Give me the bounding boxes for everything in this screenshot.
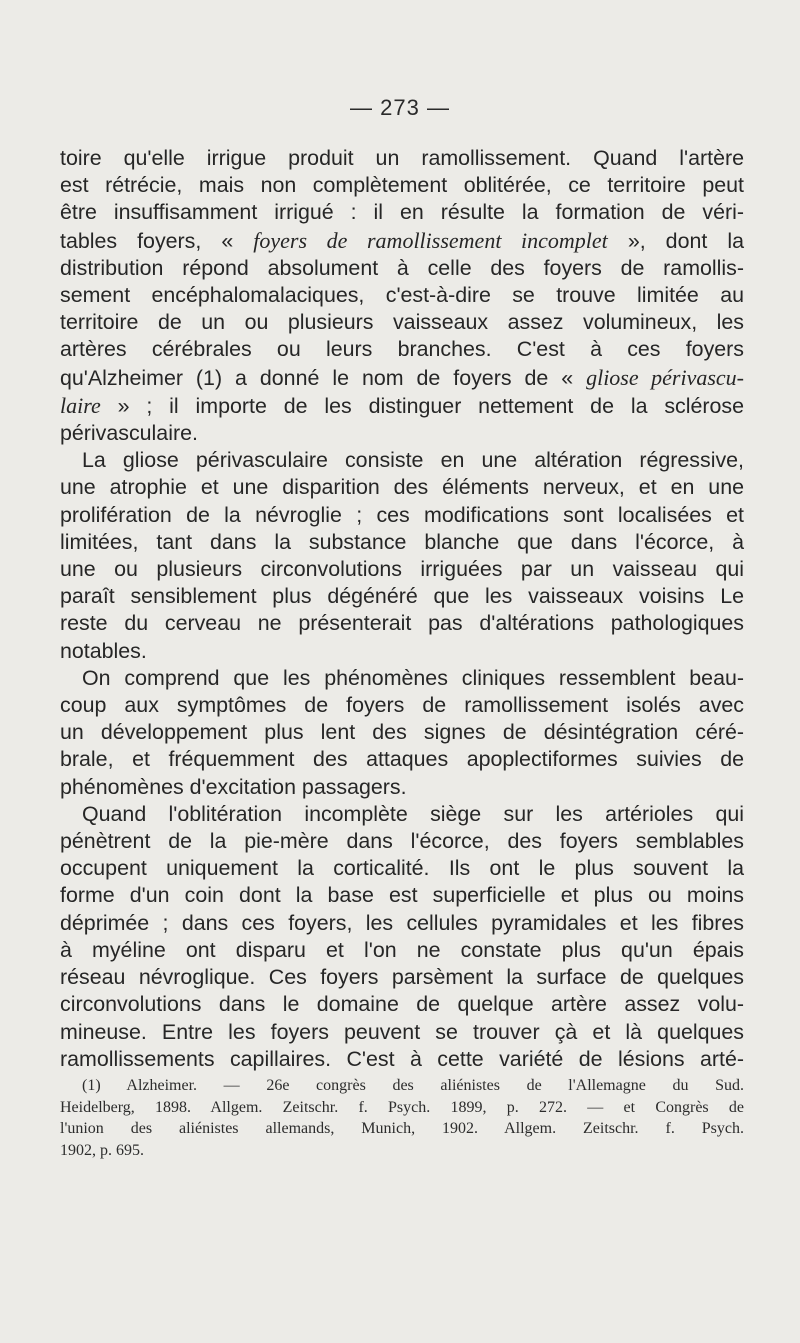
text-line: notables. bbox=[60, 638, 147, 663]
footnote bbox=[60, 1075, 744, 1161]
text-line: coup aux symptômes de foyers de ramollissement isolés avec bbox=[60, 693, 744, 718]
text-line: réseau névroglique. Ces foyers parsèment la surface de quelques bbox=[60, 965, 744, 990]
text-line: Quand l'oblitération incomplète siège sur les artérioles qui bbox=[82, 801, 744, 826]
main-text bbox=[60, 145, 744, 1073]
text-line: un développement plus lent des signes de désintégration céré- bbox=[60, 720, 744, 745]
paragraph-1 bbox=[60, 145, 744, 447]
text-line: forme d'un coin dont la base est superficielle et plus ou moins bbox=[60, 883, 744, 908]
text-line: périvasculaire. bbox=[60, 421, 198, 446]
text-line: est rétrécie, mais non complètement oblitérée, ce territoire peut bbox=[60, 173, 744, 198]
text-line: mineuse. Entre les foyers peuvent se trouver çà et là quelques bbox=[60, 1019, 744, 1044]
text-line: On comprend que les phénomènes cliniques ressemblent beau- bbox=[82, 665, 744, 690]
text-line: pénètrent de la pie-mère dans l'écorce, des foyers semblables bbox=[60, 829, 744, 854]
text-line: La gliose périvasculaire consiste en une altération régressive, bbox=[82, 448, 744, 473]
text-line: circonvolutions dans le domaine de quelque artère assez volu- bbox=[60, 992, 744, 1017]
text-line: phénomènes d'excitation passagers. bbox=[60, 774, 407, 799]
text-line: paraît sensiblement plus dégénéré que les vaisseaux voisins Le bbox=[60, 584, 744, 609]
text-line: qu'Alzheimer (1) a donné le nom de foyers de « gliose périvascu- bbox=[60, 364, 744, 390]
text-line: laire » ; il importe de les distinguer nettement de la sclérose bbox=[60, 392, 744, 418]
text-line: brale, et fréquemment des attaques apoplectiformes suivies de bbox=[60, 747, 744, 772]
text-line: territoire de un ou plusieurs vaisseaux assez volumineux, les bbox=[60, 310, 744, 335]
footnote-line: (1) Alzheimer. — 26e congrès des aliénistes de l'Allemagne du Sud. bbox=[82, 1077, 744, 1094]
text-line: reste du cerveau ne présenterait pas d'altérations pathologiques bbox=[60, 611, 744, 636]
text-line: une atrophie et une disparition des éléments nerveux, et en une bbox=[60, 475, 744, 500]
text-line: limitées, tant dans la substance blanche que dans l'écorce, à bbox=[60, 529, 744, 554]
italic-term: gliose périvascu- bbox=[586, 364, 744, 390]
page-number: — 273 — bbox=[350, 95, 450, 120]
footnote-line: l'union des aliénistes allemands, Munich, 1902. Allgem. Zeitschr. f. Psych. bbox=[60, 1120, 744, 1137]
text-line: occupent uniquement la corticalité. Ils ont le plus souvent la bbox=[60, 856, 744, 881]
text-line: artères cérébrales ou leurs branches. C'est à ces foyers bbox=[60, 337, 744, 362]
paragraph-4 bbox=[60, 801, 744, 1073]
text-line: déprimée ; dans ces foyers, les cellules pyramidales et les fibres bbox=[60, 910, 744, 935]
text-line: une ou plusieurs circonvolutions irriguées par un vaisseau qui bbox=[60, 557, 744, 582]
text-line: ramollissements capillaires. C'est à cette variété de lésions arté- bbox=[60, 1046, 744, 1071]
paragraph-3 bbox=[60, 665, 744, 801]
paragraph-2 bbox=[60, 447, 744, 665]
text-line: toire qu'elle irrigue produit un ramollissement. Quand l'artère bbox=[60, 146, 744, 170]
footnote-line: 1902, p. 695. bbox=[60, 1141, 144, 1159]
text-line: distribution répond absolument à celle des foyers de ramollis- bbox=[60, 255, 744, 280]
text-line: être insuffisamment irrigué : il en résulte la formation de véri- bbox=[60, 200, 744, 225]
italic-term: foyers de ramollissement incomplet bbox=[253, 227, 608, 253]
footnote-line: Heidelberg, 1898. Allgem. Zeitschr. f. Psych. 1899, p. 272. — et Congrès de bbox=[60, 1098, 744, 1116]
text-line: à myéline ont disparu et l'on ne constate plus qu'un épais bbox=[60, 937, 744, 962]
text-line: prolifération de la névroglie ; ces modifications sont localisées et bbox=[60, 502, 744, 527]
text-line: sement encéphalomalaciques, c'est-à-dire se trouve limitée au bbox=[60, 283, 744, 308]
italic-term: laire bbox=[60, 392, 101, 418]
text-line: tables foyers, « foyers de ramollissement incomplet », dont la bbox=[60, 227, 745, 253]
